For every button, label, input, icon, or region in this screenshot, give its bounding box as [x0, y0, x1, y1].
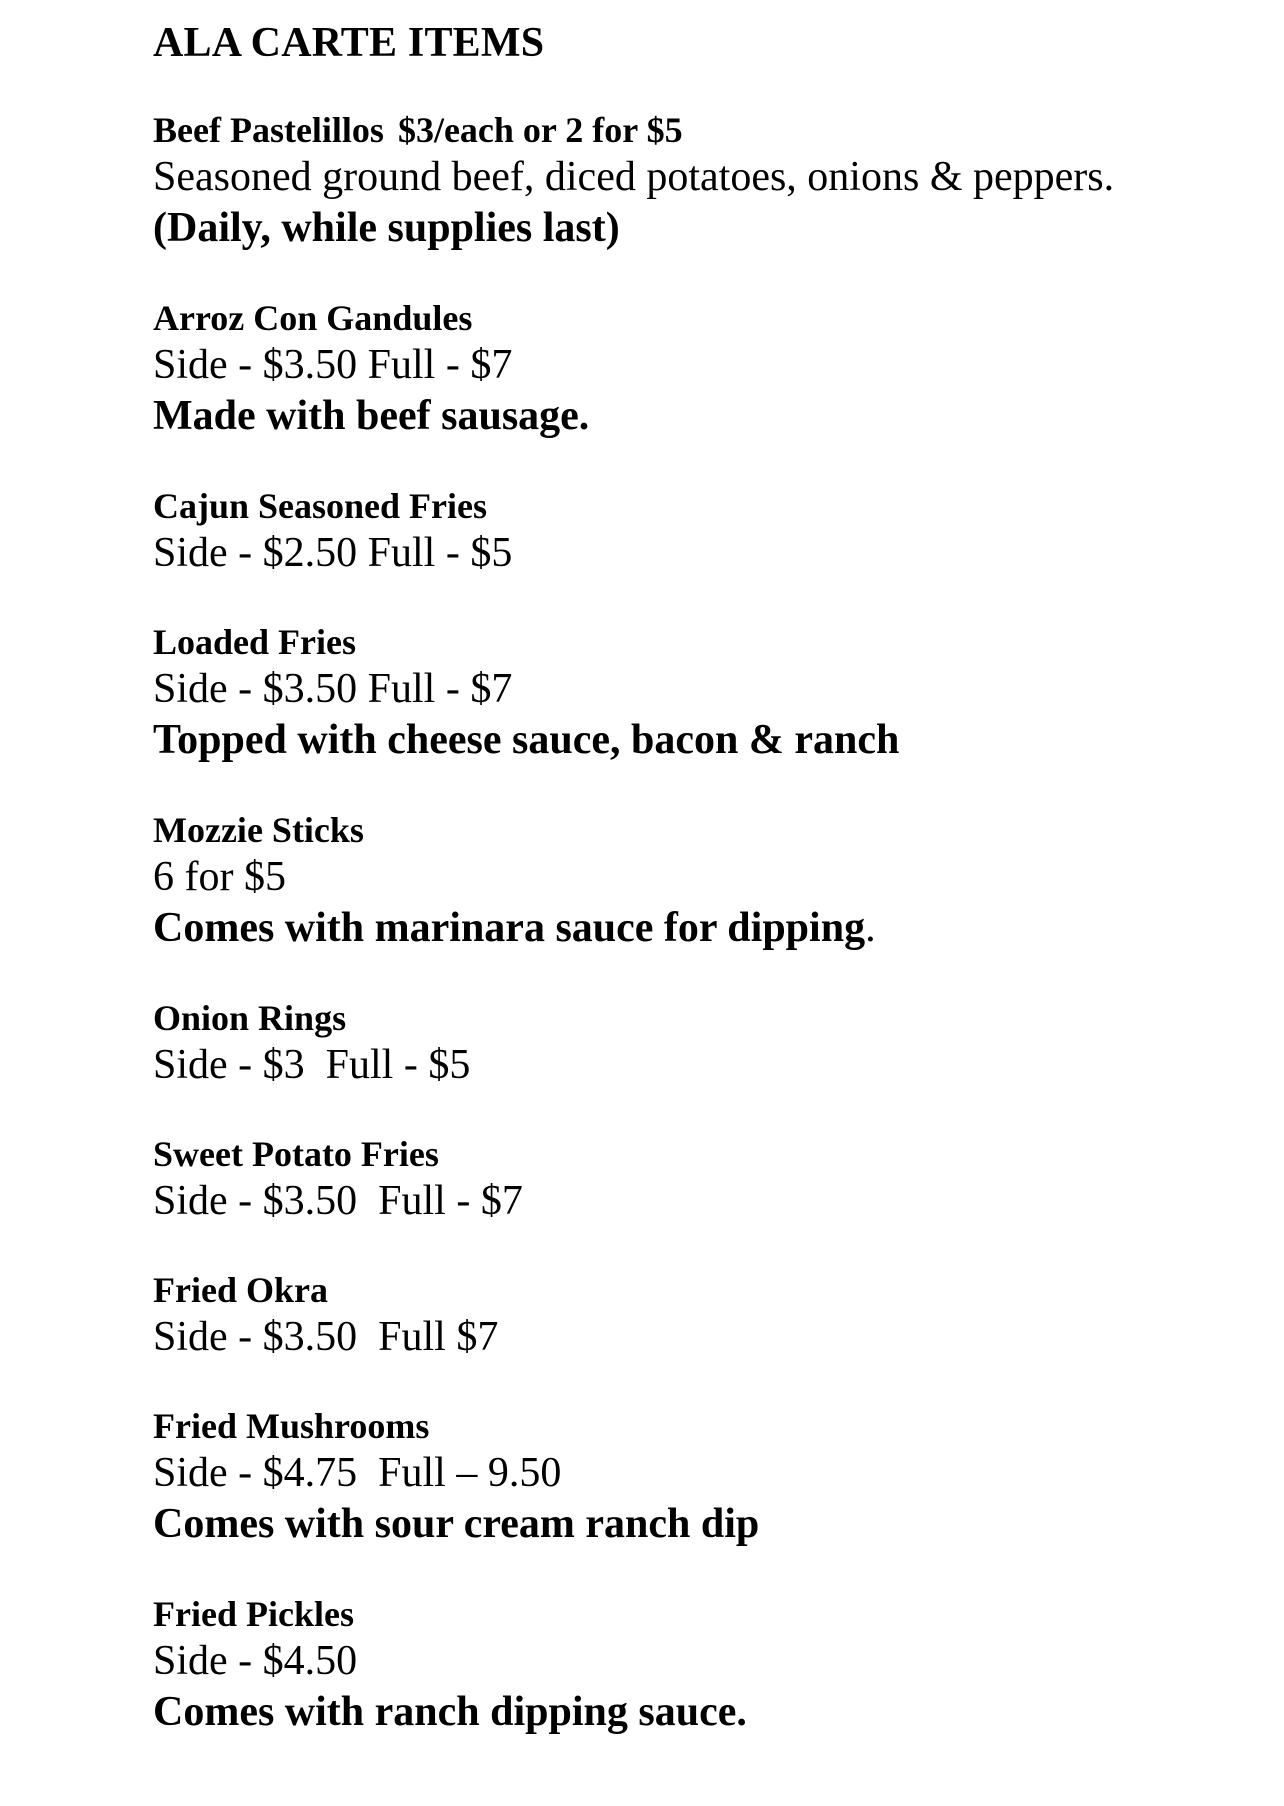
item-note: [153, 902, 1253, 954]
menu-item-mozzie-sticks: [153, 808, 1253, 954]
item-price: Side - $3.50 Full - $7: [153, 1178, 523, 1224]
item-price: Side - $3.50 Full - $7: [153, 342, 513, 388]
item-note: Comes with ranch dipping sauce.: [153, 1689, 747, 1735]
item-price: Side - $3.50 Full $7: [153, 1314, 499, 1360]
menu-page: [153, 14, 1253, 1780]
item-name: Fried Pickles: [153, 1594, 354, 1634]
menu-item-beef-pastelillos: [153, 108, 1253, 254]
item-name: Sweet Potato Fries: [153, 1134, 439, 1174]
item-note-tail: .: [865, 905, 876, 951]
menu-item-fried-pickles: [153, 1592, 1253, 1738]
item-price: Side - $4.50: [153, 1638, 358, 1684]
item-name: Fried Mushrooms: [153, 1406, 430, 1446]
item-price: Side - $2.50 Full - $5: [153, 530, 513, 576]
menu-item-cajun-seasoned-fries: [153, 484, 1253, 578]
item-price: Side - $4.75 Full – 9.50: [153, 1450, 562, 1496]
item-name: Arroz Con Gandules: [153, 298, 473, 338]
item-name: Loaded Fries: [153, 622, 356, 662]
menu-item-fried-mushrooms: [153, 1404, 1253, 1550]
item-name: Onion Rings: [153, 998, 347, 1038]
item-price-inline: $3/each or 2 for $5: [397, 110, 683, 150]
item-name-text: Beef Pastelillos: [153, 110, 384, 150]
item-note: Comes with sour cream ranch dip: [153, 1501, 760, 1547]
item-name: [153, 108, 1253, 152]
item-price: 6 for $5: [153, 854, 286, 900]
item-description: Seasoned ground beef, diced potatoes, onions & peppers.: [153, 154, 1115, 200]
item-name: Cajun Seasoned Fries: [153, 486, 488, 526]
menu-item-fried-okra: [153, 1268, 1253, 1362]
item-note: Topped with cheese sauce, bacon & ranch: [153, 717, 900, 763]
item-note: Made with beef sausage.: [153, 393, 590, 439]
menu-item-arroz-con-gandules: [153, 296, 1253, 442]
item-name: Mozzie Sticks: [153, 810, 364, 850]
menu-item-sweet-potato-fries: [153, 1132, 1253, 1226]
item-price: Side - $3 Full - $5: [153, 1042, 471, 1088]
menu-title: ALA CARTE ITEMS: [153, 20, 545, 66]
menu-item-onion-rings: [153, 996, 1253, 1090]
item-note-text: Comes with marinara sauce for dipping: [153, 905, 866, 951]
item-price: Side - $3.50 Full - $7: [153, 666, 513, 712]
item-note: (Daily, while supplies last): [153, 205, 620, 251]
item-name: Fried Okra: [153, 1270, 328, 1310]
menu-item-loaded-fries: [153, 620, 1253, 766]
